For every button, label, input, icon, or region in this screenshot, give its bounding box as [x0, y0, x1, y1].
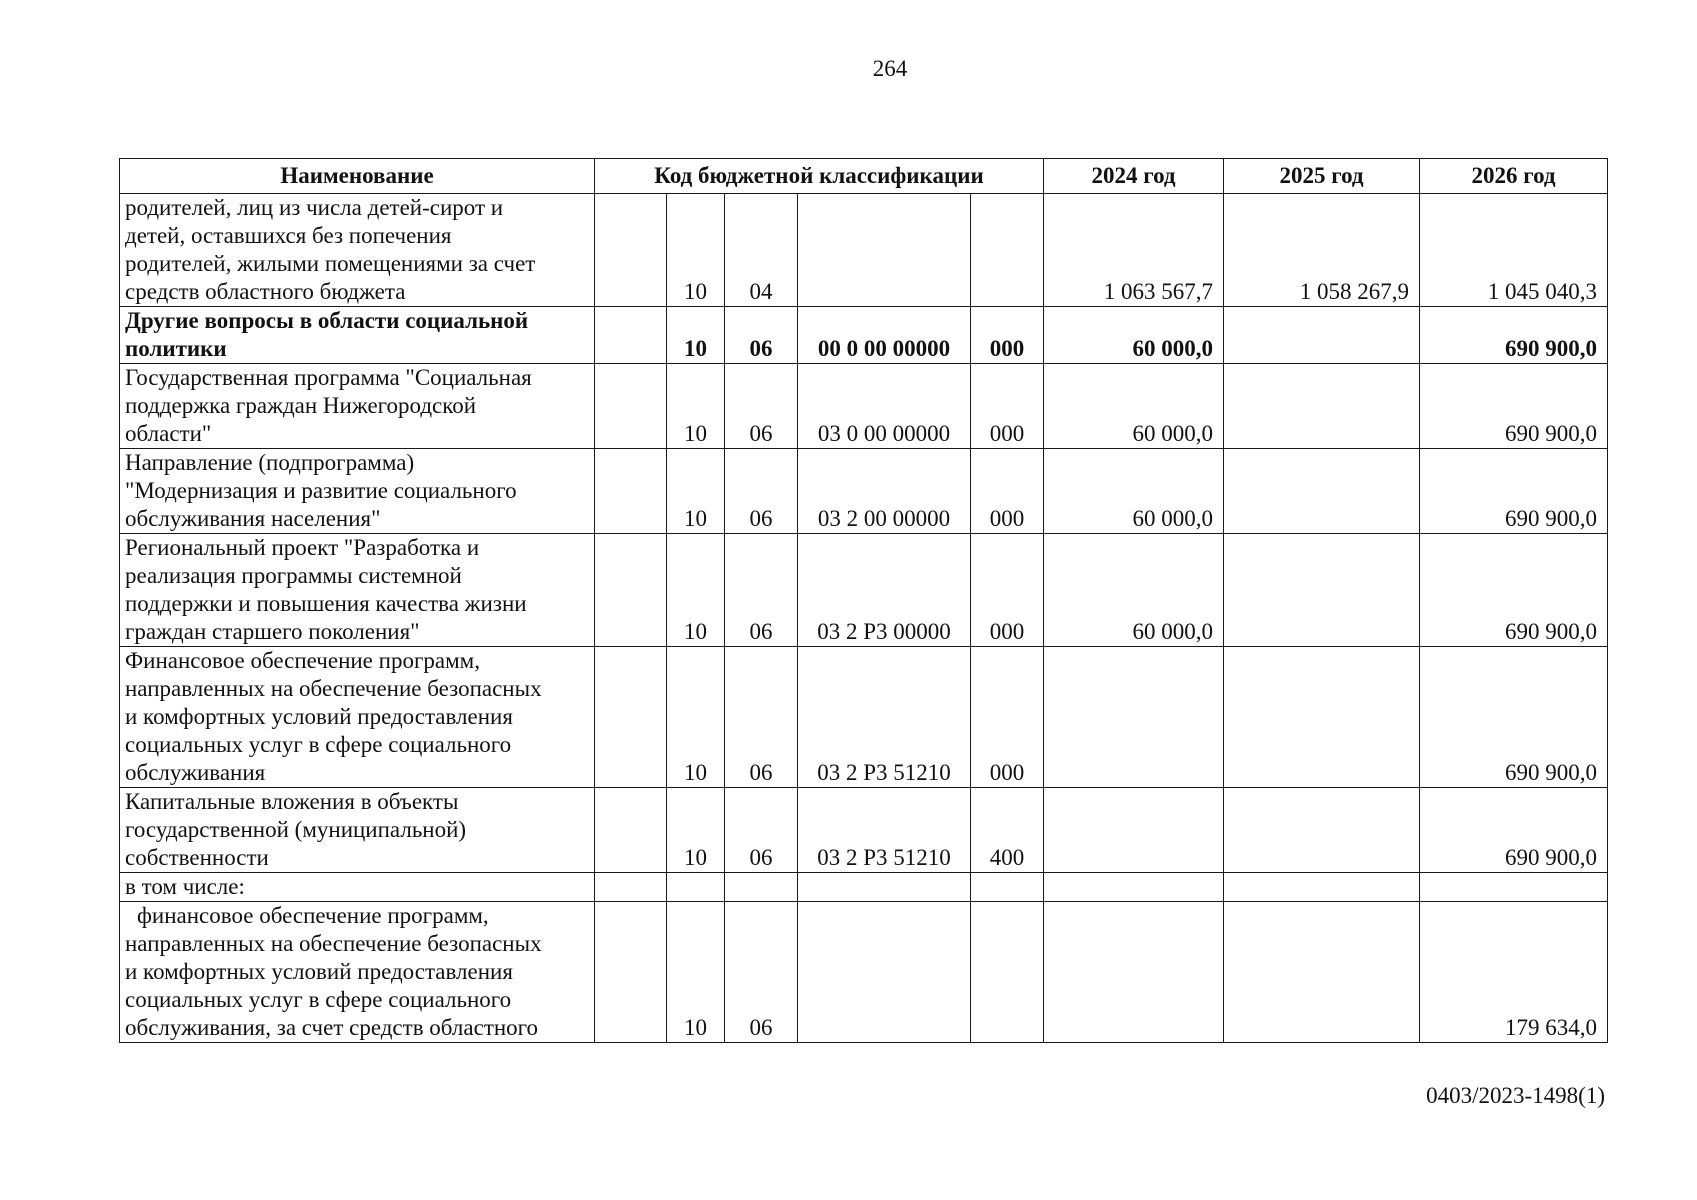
row-code-c1 [595, 647, 667, 788]
document-number: 0403/2023-1498(1) [1426, 1083, 1605, 1108]
row-name [120, 647, 595, 788]
row-amount-y2026: 690 900,0 [1420, 307, 1608, 364]
table-row [120, 364, 1608, 449]
row-code-c5 [971, 902, 1044, 1043]
header-2024: 2024 год [1044, 159, 1224, 194]
row-name [120, 307, 595, 364]
row-code-c3: 04 [725, 194, 798, 307]
row-name-line: родителей, жилыми помещениями за счет [125, 251, 536, 276]
row-code-c4: 03 2 P3 00000 [798, 534, 971, 647]
row-name-line: направленных на обеспечение безопасных [125, 676, 542, 701]
row-code-c2: 10 [667, 364, 725, 449]
row-name [120, 534, 595, 647]
row-name [120, 788, 595, 873]
row-amount-y2025 [1224, 534, 1420, 647]
row-code-c4 [798, 873, 971, 902]
table-row [120, 873, 1608, 902]
row-code-c5: 000 [971, 647, 1044, 788]
row-code-c1 [595, 873, 667, 902]
row-amount-y2024: 60 000,0 [1044, 307, 1224, 364]
table-row [120, 534, 1608, 647]
row-code-c1 [595, 364, 667, 449]
row-name-line: собственности [125, 845, 269, 870]
row-name-line: Капитальные вложения в объекты [125, 789, 459, 814]
row-code-c2: 10 [667, 307, 725, 364]
row-code-c1 [595, 902, 667, 1043]
row-name-line: государственной (муниципальной) [125, 817, 467, 842]
row-code-c5: 000 [971, 534, 1044, 647]
row-code-c4: 03 2 P3 51210 [798, 647, 971, 788]
table-row [120, 902, 1608, 1043]
row-amount-y2024: 1 063 567,7 [1044, 194, 1224, 307]
row-code-c5 [971, 873, 1044, 902]
row-code-c3: 06 [725, 307, 798, 364]
row-name-line: направленных на обеспечение безопасных [125, 931, 542, 956]
row-name-line: "Модернизация и развитие социального [125, 478, 517, 503]
row-amount-y2025 [1224, 364, 1420, 449]
row-code-c2: 10 [667, 534, 725, 647]
row-name-line: социальных услуг в сфере социального [125, 987, 512, 1012]
row-code-c1 [595, 449, 667, 534]
row-amount-y2024: 60 000,0 [1044, 534, 1224, 647]
row-code-c2: 10 [667, 902, 725, 1043]
row-amount-y2025 [1224, 902, 1420, 1043]
row-amount-y2024 [1044, 788, 1224, 873]
row-code-c5: 000 [971, 449, 1044, 534]
row-code-c1 [595, 307, 667, 364]
table-body [120, 194, 1608, 1043]
row-amount-y2024: 60 000,0 [1044, 449, 1224, 534]
row-code-c5: 000 [971, 364, 1044, 449]
row-name-line: реализация программы системной [125, 563, 462, 588]
row-name [120, 449, 595, 534]
row-name-line: в том числе: [125, 874, 245, 899]
row-name-line: и комфортных условий предоставления [125, 959, 513, 984]
row-code-c1 [595, 194, 667, 307]
row-name-line [125, 902, 588, 930]
row-amount-y2026: 690 900,0 [1420, 364, 1608, 449]
row-name-line: социальных услуг в сфере социального [125, 732, 512, 757]
table-row [120, 307, 1608, 364]
table-row [120, 647, 1608, 788]
table-header-row [120, 159, 1608, 194]
row-code-c1 [595, 788, 667, 873]
row-code-c4: 03 0 00 00000 [798, 364, 971, 449]
header-name: Наименование [120, 159, 595, 194]
row-code-c3: 06 [725, 449, 798, 534]
row-name-text: финансовое обеспечение программ, [137, 903, 489, 928]
row-code-c4: 00 0 00 00000 [798, 307, 971, 364]
row-code-c4: 03 2 P3 51210 [798, 788, 971, 873]
row-amount-y2026: 690 900,0 [1420, 534, 1608, 647]
row-amount-y2025 [1224, 449, 1420, 534]
row-name-line: обслуживания населения" [125, 506, 381, 531]
row-amount-y2024 [1044, 873, 1224, 902]
row-name-line: поддержки и повышения качества жизни [125, 591, 527, 616]
row-code-c3: 06 [725, 364, 798, 449]
row-amount-y2025: 1 058 267,9 [1224, 194, 1420, 307]
row-name-line: Региональный проект "Разработка и [125, 535, 480, 560]
row-name [120, 364, 595, 449]
row-code-c3: 06 [725, 534, 798, 647]
row-name-line: обслуживания [125, 760, 266, 785]
row-amount-y2026: 690 900,0 [1420, 788, 1608, 873]
row-code-c3: 06 [725, 902, 798, 1043]
row-name-line: обслуживания, за счет средств областного [125, 1015, 539, 1040]
row-code-c2: 10 [667, 788, 725, 873]
row-code-c2: 10 [667, 194, 725, 307]
row-code-c3: 06 [725, 647, 798, 788]
row-code-c5: 400 [971, 788, 1044, 873]
row-name-line: средств областного бюджета [125, 279, 406, 304]
row-name-line: Другие вопросы в области социальной [125, 308, 529, 333]
row-name-line: Финансовое обеспечение программ, [125, 648, 480, 673]
table-row [120, 194, 1608, 307]
row-code-c2: 10 [667, 647, 725, 788]
row-name-line: области" [125, 421, 212, 446]
row-name [120, 902, 595, 1043]
row-amount-y2025 [1224, 873, 1420, 902]
budget-table [119, 158, 1608, 1043]
row-code-c3: 06 [725, 788, 798, 873]
row-name-line: родителей, лиц из числа детей-сирот и [125, 195, 504, 220]
row-amount-y2026: 1 045 040,3 [1420, 194, 1608, 307]
row-code-c5: 000 [971, 307, 1044, 364]
row-amount-y2024: 60 000,0 [1044, 364, 1224, 449]
header-2026: 2026 год [1420, 159, 1608, 194]
header-2025: 2025 год [1224, 159, 1420, 194]
row-code-c3 [725, 873, 798, 902]
row-name-line: детей, оставшихся без попечения [125, 223, 452, 248]
page-number: 264 [872, 56, 908, 81]
header-code: Код бюджетной классификации [595, 159, 1044, 194]
row-name-line: и комфортных условий предоставления [125, 704, 513, 729]
row-name-line: Государственная программа "Социальная [125, 365, 532, 390]
row-name-line: политики [125, 336, 227, 361]
row-amount-y2026 [1420, 873, 1608, 902]
row-name-line: Направление (подпрограмма) [125, 450, 415, 475]
row-name-line: поддержка граждан Нижегородской [125, 393, 477, 418]
table-row [120, 788, 1608, 873]
row-code-c4 [798, 194, 971, 307]
row-code-c4 [798, 902, 971, 1043]
row-name [120, 194, 595, 307]
row-code-c4: 03 2 00 00000 [798, 449, 971, 534]
row-code-c1 [595, 534, 667, 647]
row-amount-y2025 [1224, 647, 1420, 788]
row-amount-y2024 [1044, 902, 1224, 1043]
row-name [120, 873, 595, 902]
row-amount-y2025 [1224, 307, 1420, 364]
row-amount-y2025 [1224, 788, 1420, 873]
row-amount-y2024 [1044, 647, 1224, 788]
table-row [120, 449, 1608, 534]
row-amount-y2026: 179 634,0 [1420, 902, 1608, 1043]
row-code-c5 [971, 194, 1044, 307]
row-amount-y2026: 690 900,0 [1420, 449, 1608, 534]
row-name-line: граждан старшего поколения" [125, 619, 420, 644]
row-code-c2 [667, 873, 725, 902]
row-amount-y2026: 690 900,0 [1420, 647, 1608, 788]
row-code-c2: 10 [667, 449, 725, 534]
